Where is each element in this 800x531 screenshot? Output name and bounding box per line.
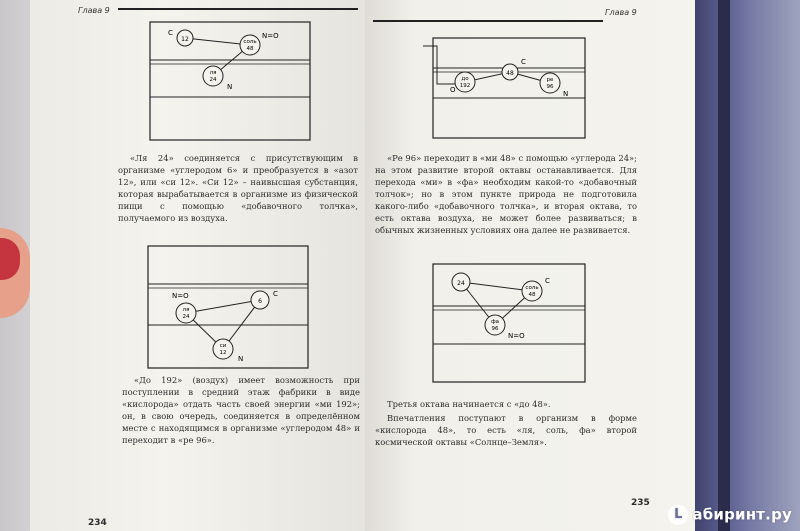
svg-text:192: 192: [459, 83, 471, 89]
svg-text:соль: соль: [525, 285, 539, 291]
right-paragraph-3: Впечатления поступают в организм в форме «кислорода 48», то есть «ля, соль, фа» второй космической октавы «Солнце–Земля».: [375, 413, 637, 447]
svg-text:O: O: [450, 86, 456, 94]
svg-text:C: C: [521, 58, 526, 66]
svg-text:N: N: [238, 355, 244, 363]
left-paragraph-2: «До 192» (воздух) имеет возможность при поступлении в средний этаж фабрики в виде «кислорода» отдать часть своей энергии «ми 192»; он, в свою очередь, соединяется в определённом месте с находящимся в организме «углеродом 48» и переходит в «ре 96».: [122, 375, 360, 445]
left-chapter-header: Глава 9: [78, 6, 110, 15]
node-tag: C: [168, 29, 173, 37]
node-sol-48: [240, 35, 260, 55]
svg-text:48: 48: [246, 46, 254, 52]
watermark-text: абиринт.ру: [692, 505, 792, 524]
left-page-number: 234: [88, 518, 107, 528]
left-page: [30, 0, 366, 531]
svg-text:24: 24: [182, 314, 190, 320]
svg-text:C: C: [273, 290, 278, 298]
svg-text:ре: ре: [546, 77, 554, 83]
svg-text:ля: ля: [209, 70, 217, 76]
watermark: [668, 505, 792, 525]
svg-text:12: 12: [219, 350, 227, 356]
diagram-4: [433, 264, 585, 382]
svg-text:соль: соль: [243, 39, 257, 45]
svg-text:си: си: [219, 343, 227, 349]
right-page-number: 235: [631, 498, 650, 508]
right-paragraph-2: Третья октава начинается с «до 48».: [387, 399, 551, 409]
book-spine-edge: [718, 0, 730, 531]
right-chapter-header: Глава 9: [605, 8, 637, 17]
right-page: [365, 0, 695, 531]
svg-text:24: 24: [209, 77, 217, 83]
svg-text:фа: фа: [490, 319, 500, 325]
svg-text:N: N: [227, 83, 233, 91]
svg-text:N=O: N=O: [172, 292, 189, 300]
svg-text:C: C: [545, 277, 550, 285]
right-paragraph-1: «Ре 96» переходит в «ми 48» с помощью «углерода 24»; на этом развитие второй октавы останавливается. Для перехода «ми» в «фа» необходим какой-то «добавочный толчок»; но в этом пункте природа не подготовила какого-либо «добавочного толчка», и вторая октава, то есть октава воздуха, не может более развиваться; в обычных жизненных условиях она далее не развивается.: [375, 153, 637, 235]
node-la-24: [203, 66, 223, 86]
labirint-logo-icon: L: [668, 505, 688, 525]
right-diagrams: [365, 0, 695, 531]
left-diagrams: [30, 0, 365, 531]
svg-text:48: 48: [528, 292, 536, 298]
svg-text:24: 24: [457, 280, 465, 287]
node-label: 12: [181, 36, 189, 43]
svg-text:96: 96: [491, 326, 499, 332]
svg-text:6: 6: [258, 298, 262, 305]
left-paragraph-1: «Ля 24» соединяется с присутствующим в организме «углеродом 6» и преобразуется в «азот 12», или «си 12». «Си 12» – наивысшая субстанция, которая вырабатывается в организме из физической пищи с помощью «добавочного толчка», получаемого из воздуха.: [118, 153, 358, 223]
svg-text:N=O: N=O: [262, 32, 279, 40]
svg-text:ля: ля: [182, 307, 190, 313]
diagram-2: [148, 246, 308, 368]
svg-text:48: 48: [506, 70, 514, 77]
svg-text:96: 96: [546, 84, 554, 90]
svg-text:N: N: [563, 90, 569, 98]
svg-text:N=O: N=O: [508, 332, 525, 340]
diagram-1: [150, 22, 310, 140]
book-spine: [690, 0, 800, 531]
diagram-3: [423, 38, 585, 138]
svg-text:до: до: [461, 76, 469, 82]
